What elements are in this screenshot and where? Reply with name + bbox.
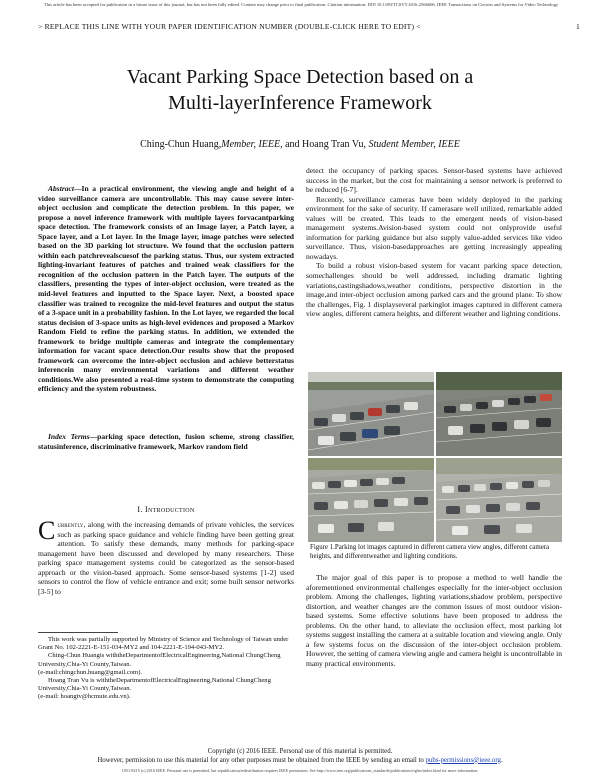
section-number: I. [137, 505, 143, 514]
index-terms-text: —parking space detection, fusion scheme, strong classifier, statusinference, discriminative framework, Markov random field [38, 432, 294, 451]
figure-1-caption: Figure 1.Parking lot images captured in different camera view angles, different camera heights, and differentweather and lighting conditions. [310, 544, 550, 560]
section-title: Introduction [144, 505, 195, 514]
parking-lot-photo-2 [436, 372, 562, 456]
footnotes [38, 636, 294, 702]
abstract-label: Abstract [48, 184, 74, 193]
permissions-email-link[interactable]: pubs-permissions@ieee.org [425, 756, 501, 764]
intro-lead-word: urrently [57, 520, 84, 529]
figure-1 [306, 372, 562, 544]
author-1-role: Member, IEEE, [221, 139, 283, 150]
title-line-2: Multi-layerInference Framework [168, 92, 432, 114]
index-terms [38, 432, 294, 451]
footnote-author-1-email: (e-mail:chingchun.huang@gmail.com). [38, 668, 143, 676]
page-number: 1 [576, 22, 580, 31]
paragraph-challenges: To build a robust vision-based system for vacant parking space detection, somechallenges should be well addressed, including dramatic lighting variations,castingshadows,weather conditions, perspective distortion in the image,and inter-object occlusion among parked cars and the ground plane. To show the challenges, Fig. 1 displayseveral parkinglot images captured in different camera view angles, different camera heights, and different weather and lighting conditions. [306, 261, 562, 319]
parking-lot-photo-3 [308, 458, 434, 542]
drop-cap: C [38, 516, 56, 545]
paper-id-placeholder[interactable]: > REPLACE THIS LINE WITH YOUR PAPER IDENTIFICATION NUMBER (DOUBLE-CLICK HERE TO EDIT) < [38, 22, 421, 31]
parking-lot-photo-4 [436, 458, 562, 542]
page-footer: 1051-8215 (c) 2016 IEEE. Personal use is permitted, but republication/redistribution requires IEEE permission. See http://www.ieee.org/publications_standards/publications/rights/index.html for more information. [121, 768, 479, 773]
copyright-line-2: However, permission to use this material for any other purposes must be obtained from the IEEE by sending an email to pubs-permissions@ieee.org. [97, 756, 503, 764]
copyright-line-1: Copyright (c) 2016 IEEE. Personal use of this material is permitted. [207, 748, 393, 755]
footnote-rule [38, 632, 118, 633]
footnote-author-1: Ching-Chun Huangis withtheDepartmentofElectricalEngineering,National ChungCheng University,Chia-Yi County,Taiwan. [38, 652, 281, 668]
abstract-text: —In a practical environment, the viewing angle and height of a video surveillance camera are uncontrollable. This may cause severe inter-object occlusion and complicate the detection problem. In this paper, we propose a novel inference framework with multiple layers forvacantparking space detection. The framework consists of an Image layer, a Patch layer, a Space layer, and a Lot layer. In the Image layer, image patches were selected based on the 3D parking lot structure. We found that the occlusion pattern within each patchrevealscuesof the parking status. Thus, our system extracted lighting-invariant features of patches and trained weak classifiers for the recognition of the occlusion pattern in the Patch layer. The outputs of the classifiers, presenting the types of inter-object occlusion, were treated as the mid-level features and inputted to the Space layer. Next, a boosted space classifier was trained to recognize the mid-level features and output the status of a 3-space unit in a probability fashion. In the Lot layer, we regarded the local status decision of 3-space units as high-level evidences and proposed a Markov Random Field to refine the parking status. In addition, we extended the framework to bridge multiple cameras and integrate the complementary information for vacant space detection.Our results show that the proposed framework can overcome the inter-object occlusion and achieve betterstatus inferencein many environmental variations and different weather conditions.We also presented a real-time system to demonstrate the computing efficiency and the system robustness. [38, 184, 294, 394]
index-terms-label: Index Terms [48, 432, 90, 441]
publication-notice: This article has been accepted for publication in a future issue of this journal, but has not been fully edited. Content may change prior to final publication. Citation information: DOI 10.1109/TCSVT.2016.2566606, IEEE Transactions on Circuits and Systems for Video Technology [43, 2, 559, 7]
paper-title [40, 64, 560, 116]
section-heading-introduction [38, 505, 294, 514]
parking-lot-photo-1 [308, 372, 434, 456]
copyright-notice [30, 748, 570, 765]
intro-text: , along with the increasing demands of private vehicles, the services such as parking space guidance and vehicle finding have been getting great attention. To satisfy these demands, many methods for parking-space management have been discussed and developed by many researchers. These parking space management systems could be categorized as the sensor-based approach or the vision-based approach. Some sensor-based systems [1-2] used sensors to control the flow of vehicle entrance and exit; some built sensor networks [3-5] to [38, 520, 294, 596]
title-line-1: Vacant Parking Space Detection based on a [126, 66, 474, 88]
footnote-author-2: Hoang Tran Vu is withtheDepartmentofElectricalEngineering,National ChungCheng University,Chia-Yi County,Taiwan. [38, 677, 271, 693]
introduction-paragraph [38, 516, 294, 596]
paragraph-continuation: detect the occupancy of parking spaces. Sensor-based systems have achieved success in the market, but the cost for maintaining a sensor network is preferred to be reduced [6-7]. [306, 166, 562, 195]
footnote-funding: This work was partially supported by Ministry of Science and Technology of Taiwan under Grant No. 102-2221-E-151-034-MY2 and 104-2221-E-194-043-MY2. [38, 636, 289, 652]
right-column-bottom [306, 573, 562, 668]
author-line [40, 139, 560, 150]
right-column-top [306, 166, 562, 319]
abstract [38, 184, 294, 394]
author-1-name: Ching-Chun Huang, [140, 139, 222, 150]
paragraph-major-goal: The major goal of this paper is to propose a method to well handle the aforementioned environmental challenges especially for the inter-object occlusion problem. Among the challenges, lighting variations,shadow problem, perspective distortion, and weather changes are the common issues of most outdoor vision-based systems. Some effective solutions have been proposed to address the problems. On the other hand, to alleviate the occlusion effect, most parking lot systems suggest installing the camera at a suitable location and viewing angle. Only a few systems focus on the discussion of the inter-object occlusion problem. However, the setting of camera viewing angle and camera height is uncontrollable in many practical environments. [306, 573, 562, 668]
author-2-role: Student Member, IEEE [368, 139, 460, 150]
author-joiner: and Hoang Tran Vu, [282, 139, 369, 150]
paragraph-surveillance: Recently, surveillance cameras have been widely deployed in the parking environment for the sake of security. If camerasare well utilized, remarkable added values will be created. This leads to the emergent needs of vision-based management systems.Avision-based system could not onlyprovide useful information for parking guidance but also supply value-added services like video surveillance. Thus, vision-basedapproaches are getting increasingly appealing nowadays. [306, 194, 562, 261]
footnote-author-2-email: (e-mail: hoangtv@hcmute.edu.vn). [38, 693, 131, 701]
